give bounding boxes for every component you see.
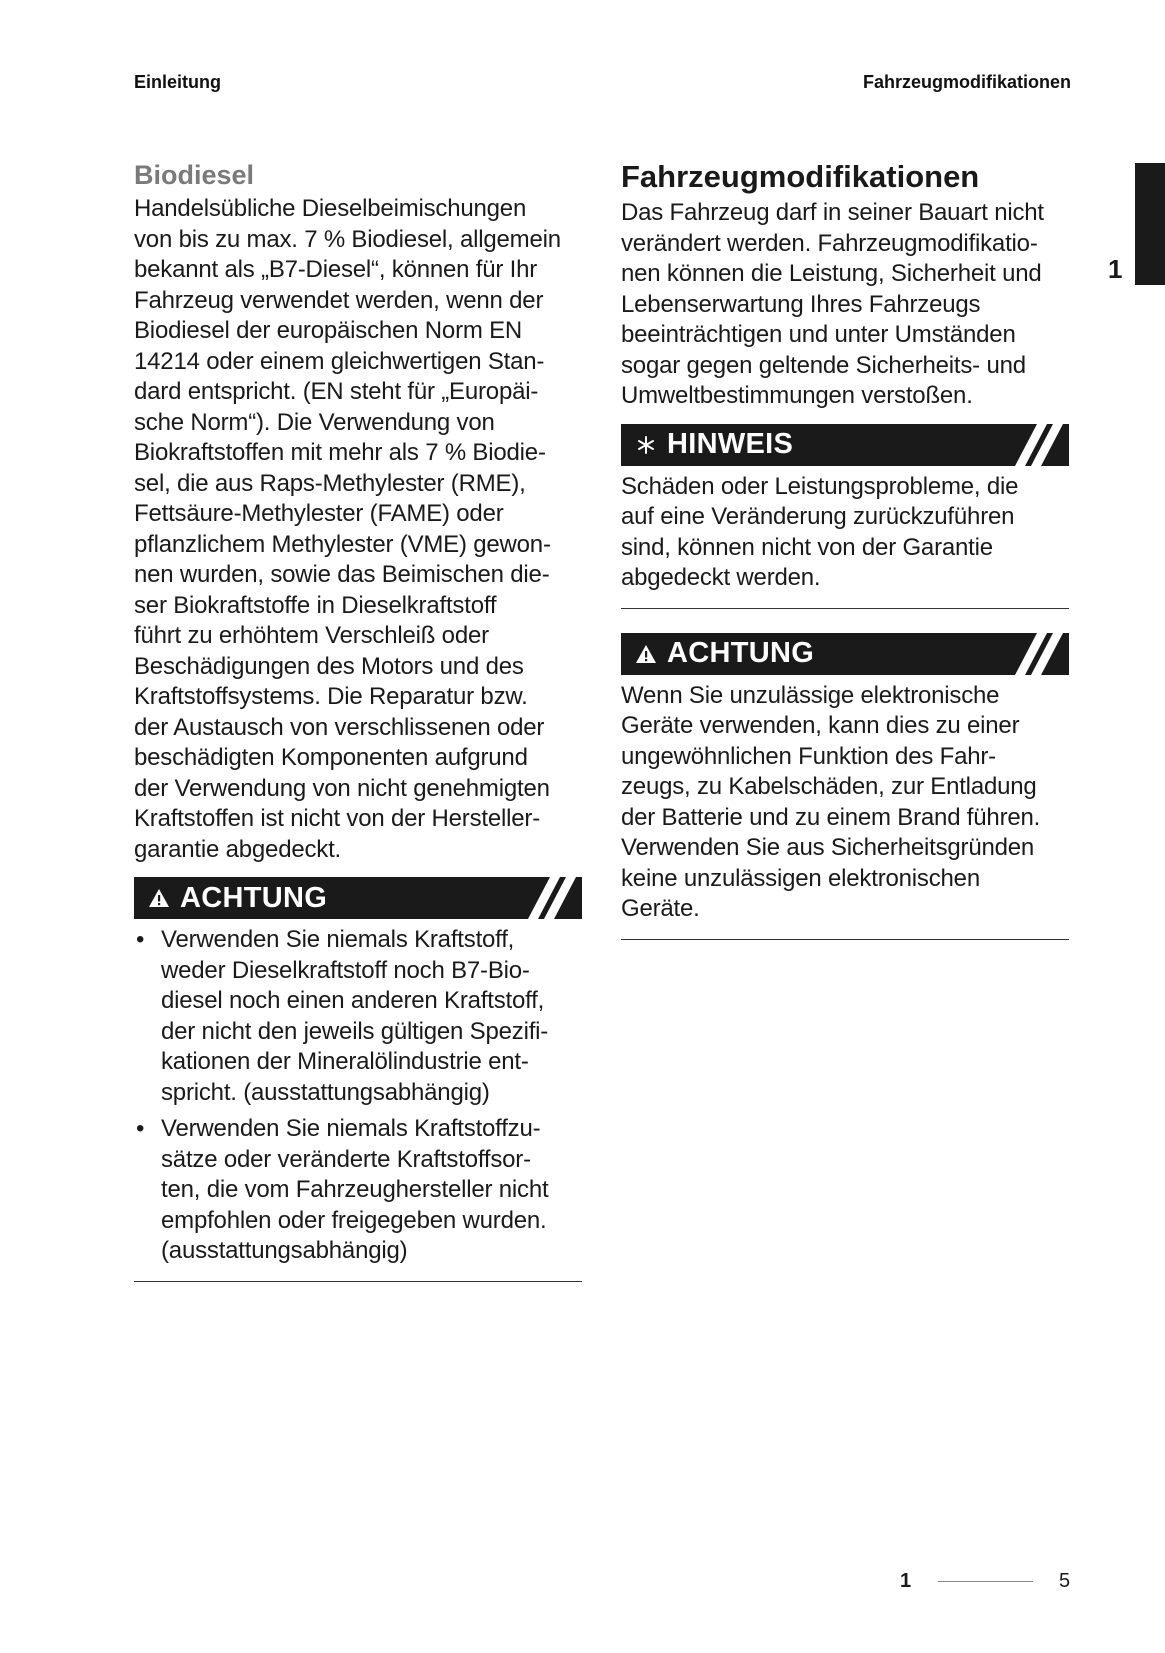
bullet-icon: • [136, 926, 145, 953]
left-column [134, 158, 582, 1282]
section-divider [621, 608, 1069, 609]
running-header-right: Fahrzeugmodifikationen [862, 72, 1071, 92]
page-footer [900, 1570, 1070, 1593]
chapter-tab-number: 1 [1108, 254, 1123, 284]
warning-banner-achtung [134, 877, 582, 919]
warning-label: ACHTUNG [667, 637, 815, 669]
warning-bullet-list [134, 925, 582, 1267]
footer-separator [938, 1581, 1033, 1582]
notice-text: Schäden oder Leistungsprobleme, die auf eine Veränderung zurückzuführen sind, können nicht von der Garantie abgedeckt werden. [621, 472, 1019, 591]
diagonal-stripes-decoration [989, 633, 1069, 675]
warning-banner-achtung [621, 633, 1069, 675]
section-divider [621, 939, 1069, 940]
modifications-paragraph: Das Fahrzeug darf in seiner Bauart nicht verändert werden. Fahrzeugmodifikatio- nen können die Leistung, Sicherheit und Lebenserwartung Ihres Fahrzeugs beeinträchtigen und unter Umständen sogar gegen geltende Sicherheits- und Umweltbestimmungen verstoßen. [621, 199, 1044, 409]
diagonal-stripes-decoration [989, 424, 1069, 466]
list-item: • Verwenden Sie niemals Kraftstoffzu- sätze oder veränderte Kraftstoffsor- ten, die vom Fahrzeughersteller nicht empfohlen oder freigegeben wurden. (ausstattungsabhängig) [136, 1115, 549, 1264]
footer-page-number: 5 [1059, 1570, 1071, 1592]
section-divider [134, 1281, 582, 1282]
chapter-tab-marker [1135, 163, 1165, 285]
warning-triangle-icon [144, 888, 174, 908]
bullet-icon: • [136, 1115, 145, 1142]
list-item: • Verwenden Sie niemals Kraftstoff, weder Dieselkraftstoff noch B7-Bio- diesel noch einen anderen Kraftstoff, der nicht den jeweils gültigen Spezifi- kationen der Mineralölindustrie ent- spricht. (ausstattungsabhängig) [136, 926, 549, 1106]
section-heading-modifications: Fahrzeugmodifikationen [621, 159, 980, 194]
warning-triangle-icon [631, 644, 661, 664]
notice-label: HINWEIS [667, 428, 794, 460]
asterisk-icon [631, 435, 661, 455]
diagonal-stripes-decoration [502, 877, 582, 919]
notice-banner-hinweis [621, 424, 1069, 466]
running-header-left: Einleitung [134, 72, 221, 92]
biodiesel-paragraph: Handelsübliche Dieselbeimischungen von bis zu max. 7 % Biodiesel, allgemein bekannt als „B7-Diesel“, können für Ihr Fahrzeug verwendet werden, wenn der Biodiesel der europäischen Norm EN 14214 oder einem gleichwertigen Stan- dard entspricht. (EN steht für „Europäi- sche Norm“). Die Verwendung von Biokraftstoffen mit mehr als 7 % Biodie- sel, die aus Raps-Methylester (RME), Fettsäure-Methylester (FAME) oder pflanzlichem Methylester (VME) gewon- nen wurden, sowie das Beimischen die- ser Biokraftstoffe in Dieselkraftstoff führt zu erhöhtem Verschleiß oder Beschädigungen des Motors und des Kraftstoffsystems. Die Reparatur bzw. der Austausch von verschlissenen oder beschädigten Komponenten aufgrund der Verwendung von nicht genehmigten Kraftstoffen ist nicht von der Hersteller- garantie abgedeckt. [134, 195, 561, 863]
right-column [621, 158, 1069, 940]
section-heading-biodiesel: Biodiesel [134, 160, 255, 190]
warning-text: Wenn Sie unzulässige elektronische Geräte verwenden, kann dies zu einer ungewöhnlichen Funktion des Fahr- zeugs, zu Kabelschäden, zur Entladung der Batterie und zu einem Brand führen. Verwenden Sie aus Sicherheitsgründen keine unzulässigen elektronischen Geräte. [621, 681, 1041, 922]
footer-chapter-number: 1 [900, 1570, 912, 1592]
warning-label: ACHTUNG [180, 881, 328, 914]
